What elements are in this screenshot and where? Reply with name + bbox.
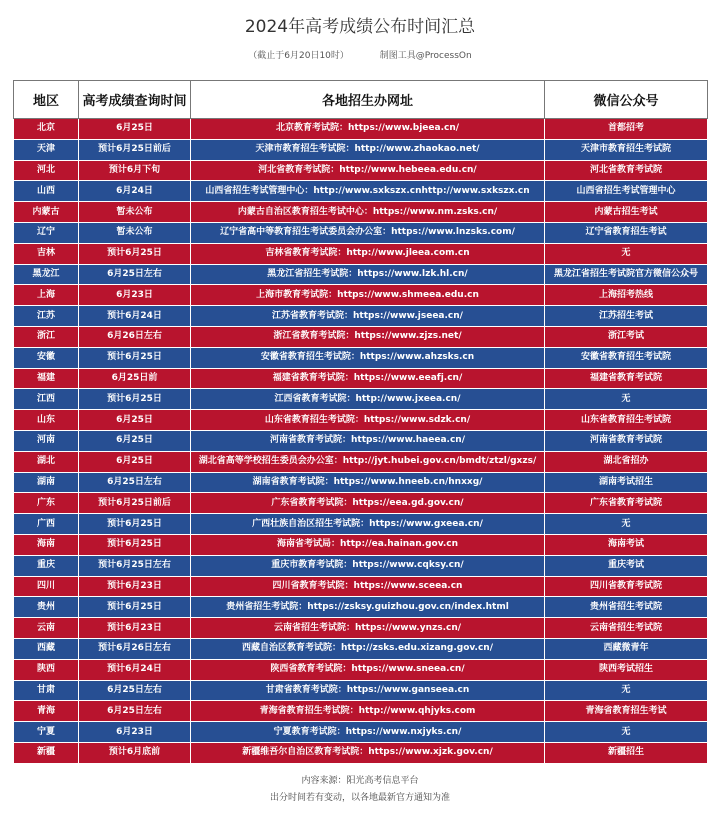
cell-region: 江苏 [14, 306, 79, 327]
table-row [14, 222, 708, 243]
cell-wechat: 河北省教育考试院 [545, 160, 708, 181]
cell-region: 青海 [14, 701, 79, 722]
cell-site: 四川省教育考试院：https://www.sceea.cn [191, 576, 545, 597]
table-row [14, 181, 708, 202]
cell-time: 预计6月25日左右 [79, 555, 191, 576]
cell-wechat: 云南省招生考试院 [545, 618, 708, 639]
table-row [14, 451, 708, 472]
cell-region: 河北 [14, 160, 79, 181]
cell-site: 青海省教育招生考试院：http://www.qhjyks.com [191, 701, 545, 722]
cell-region: 宁夏 [14, 722, 79, 743]
cell-region: 湖北 [14, 451, 79, 472]
tool-credit: 制图工具@ProcessOn [379, 51, 472, 61]
header-time: 高考成绩查询时间 [79, 81, 191, 119]
meta-line [0, 48, 720, 61]
cell-time: 6月25日 [79, 430, 191, 451]
cell-site: 海南省考试局：http://ea.hainan.gov.cn [191, 534, 545, 555]
cell-wechat: 河南省教育考试院 [545, 430, 708, 451]
cell-wechat: 广东省教育考试院 [545, 493, 708, 514]
cell-wechat: 江苏招生考试 [545, 306, 708, 327]
table-row [14, 306, 708, 327]
cell-region: 吉林 [14, 243, 79, 264]
table-row [14, 742, 708, 763]
cell-region: 内蒙古 [14, 202, 79, 223]
cell-region: 贵州 [14, 597, 79, 618]
header-site: 各地招生办网址 [191, 81, 545, 119]
header-region: 地区 [14, 81, 79, 119]
table-row [14, 472, 708, 493]
cell-time: 6月25日左右 [79, 264, 191, 285]
cell-site: 浙江省教育考试院：https://www.zjzs.net/ [191, 326, 545, 347]
cell-region: 上海 [14, 285, 79, 306]
cell-time: 预计6月25日 [79, 243, 191, 264]
cell-region: 山东 [14, 410, 79, 431]
source-note: 内容来源：阳光高考信息平台 [301, 776, 419, 786]
cell-time: 暂未公布 [79, 222, 191, 243]
cell-region: 浙江 [14, 326, 79, 347]
table-row [14, 347, 708, 368]
cell-region: 重庆 [14, 555, 79, 576]
table-row [14, 410, 708, 431]
table-row [14, 160, 708, 181]
cell-time: 6月25日 [79, 451, 191, 472]
cell-region: 云南 [14, 618, 79, 639]
cell-time: 预计6月25日 [79, 597, 191, 618]
cell-time: 暂未公布 [79, 202, 191, 223]
cell-site: 内蒙古自治区教育招生考试中心：https://www.nm.zsks.cn/ [191, 202, 545, 223]
table-row [14, 597, 708, 618]
cell-wechat: 无 [545, 680, 708, 701]
table-header-row [14, 81, 708, 119]
table-row [14, 493, 708, 514]
table-row [14, 534, 708, 555]
cell-time: 6月26日左右 [79, 326, 191, 347]
cell-site: 山西省招生考试管理中心：http://www.sxkszx.cnhttp://www.sxkszx.cn [191, 181, 545, 202]
cell-site: 湖南省教育考试院：https://www.hneeb.cn/hnxxg/ [191, 472, 545, 493]
cell-site: 上海市教育考试院：https://www.shmeea.edu.cn [191, 285, 545, 306]
table-row [14, 389, 708, 410]
cell-site: 甘肃省教育考试院：https://www.ganseea.cn [191, 680, 545, 701]
cell-region: 江西 [14, 389, 79, 410]
cell-wechat: 新疆招生 [545, 742, 708, 763]
cell-region: 广东 [14, 493, 79, 514]
cell-time: 预计6月25日前后 [79, 139, 191, 160]
cell-wechat: 陕西考试招生 [545, 659, 708, 680]
cell-region: 西藏 [14, 638, 79, 659]
cell-site: 云南省招生考试院：https://www.ynzs.cn/ [191, 618, 545, 639]
cell-time: 预计6月24日 [79, 659, 191, 680]
cell-wechat: 内蒙古招生考试 [545, 202, 708, 223]
cell-site: 黑龙江省招生考试院：https://www.lzk.hl.cn/ [191, 264, 545, 285]
cell-time: 预计6月下旬 [79, 160, 191, 181]
cell-time: 预计6月25日 [79, 534, 191, 555]
cell-site: 江苏省教育考试院：https://www.jseea.cn/ [191, 306, 545, 327]
cell-wechat: 无 [545, 389, 708, 410]
cell-site: 河南省教育考试院：https://www.haeea.cn/ [191, 430, 545, 451]
cell-region: 安徽 [14, 347, 79, 368]
cutoff-note: （截止于6月20日10时） [248, 51, 349, 61]
cell-wechat: 贵州省招生考试院 [545, 597, 708, 618]
cell-region: 山西 [14, 181, 79, 202]
cell-wechat: 首都招考 [545, 119, 708, 140]
table-row [14, 555, 708, 576]
page-title: 2024年高考成绩公布时间汇总 [244, 17, 476, 37]
cell-site: 广东省教育考试院：https://eea.gd.gov.cn/ [191, 493, 545, 514]
cell-site: 陕西省教育考试院：https://www.sneea.cn/ [191, 659, 545, 680]
table-row [14, 659, 708, 680]
cell-wechat: 浙江考试 [545, 326, 708, 347]
cell-region: 广西 [14, 514, 79, 535]
cell-time: 预计6月25日 [79, 514, 191, 535]
table-row [14, 722, 708, 743]
cell-wechat: 青海省教育招生考试 [545, 701, 708, 722]
cell-time: 预计6月25日前后 [79, 493, 191, 514]
cell-time: 6月25日 [79, 119, 191, 140]
cell-site: 北京教育考试院：https://www.bjeea.cn/ [191, 119, 545, 140]
table-row [14, 264, 708, 285]
cell-time: 预计6月23日 [79, 576, 191, 597]
table-body [14, 119, 708, 764]
cell-wechat: 无 [545, 514, 708, 535]
cell-site: 西藏自治区教育考试院：http://zsks.edu.xizang.gov.cn/ [191, 638, 545, 659]
cell-region: 黑龙江 [14, 264, 79, 285]
cell-time: 预计6月25日 [79, 347, 191, 368]
table-row [14, 430, 708, 451]
table-row [14, 202, 708, 223]
cell-region: 四川 [14, 576, 79, 597]
cell-wechat: 重庆考试 [545, 555, 708, 576]
table-row [14, 119, 708, 140]
cell-site: 贵州省招生考试院：https://zsksy.guizhou.gov.cn/index.html [191, 597, 545, 618]
cell-region: 陕西 [14, 659, 79, 680]
cell-time: 6月25日 [79, 410, 191, 431]
cell-region: 海南 [14, 534, 79, 555]
table-row [14, 368, 708, 389]
table-row [14, 680, 708, 701]
cell-region: 湖南 [14, 472, 79, 493]
table-row [14, 701, 708, 722]
cell-time: 6月25日左右 [79, 472, 191, 493]
cell-site: 江西省教育考试院：http://www.jxeea.cn/ [191, 389, 545, 410]
cell-wechat: 山东省教育招生考试院 [545, 410, 708, 431]
cell-wechat: 无 [545, 722, 708, 743]
cell-site: 宁夏教育考试院：https://www.nxjyks.cn/ [191, 722, 545, 743]
cell-wechat: 海南考试 [545, 534, 708, 555]
cell-wechat: 湖北省招办 [545, 451, 708, 472]
table-row [14, 638, 708, 659]
cell-wechat: 西藏微青年 [545, 638, 708, 659]
cell-region: 甘肃 [14, 680, 79, 701]
cell-site: 湖北省高等学校招生委员会办公室：http://jyt.hubei.gov.cn/bmdt/ztzl/gxzs/ [191, 451, 545, 472]
cell-wechat: 无 [545, 243, 708, 264]
cell-wechat: 辽宁省教育招生考试 [545, 222, 708, 243]
cell-region: 北京 [14, 119, 79, 140]
cell-region: 天津 [14, 139, 79, 160]
cell-site: 广西壮族自治区招生考试院：https://www.gxeea.cn/ [191, 514, 545, 535]
cell-wechat: 湖南考试招生 [545, 472, 708, 493]
cell-wechat: 安徽省教育招生考试院 [545, 347, 708, 368]
cell-region: 福建 [14, 368, 79, 389]
table-row [14, 576, 708, 597]
cell-time: 6月25日左右 [79, 701, 191, 722]
cell-time: 预计6月23日 [79, 618, 191, 639]
cell-time: 6月25日左右 [79, 680, 191, 701]
cell-region: 新疆 [14, 742, 79, 763]
cell-time: 预计6月24日 [79, 306, 191, 327]
cell-region: 辽宁 [14, 222, 79, 243]
table-row [14, 243, 708, 264]
cell-region: 河南 [14, 430, 79, 451]
cell-wechat: 四川省教育考试院 [545, 576, 708, 597]
cell-site: 辽宁省高中等教育招生考试委员会办公室：https://www.lnzsks.com/ [191, 222, 545, 243]
cell-wechat: 山西省招生考试管理中心 [545, 181, 708, 202]
table-row [14, 139, 708, 160]
table-row [14, 618, 708, 639]
cell-wechat: 黑龙江省招生考试院官方微信公众号 [545, 264, 708, 285]
cell-site: 天津市教育招生考试院：http://www.zhaokao.net/ [191, 139, 545, 160]
cell-site: 河北省教育考试院：http://www.hebeea.edu.cn/ [191, 160, 545, 181]
footer [0, 773, 720, 807]
cell-wechat: 福建省教育考试院 [545, 368, 708, 389]
cell-time: 6月24日 [79, 181, 191, 202]
cell-site: 新疆维吾尔自治区教育考试院：https://www.xjzk.gov.cn/ [191, 742, 545, 763]
table-row [14, 285, 708, 306]
header-wechat: 微信公众号 [545, 81, 708, 119]
cell-time: 6月23日 [79, 722, 191, 743]
cell-site: 安徽省教育招生考试院：https://www.ahzsks.cn [191, 347, 545, 368]
cell-time: 6月23日 [79, 285, 191, 306]
cell-site: 山东省教育招生考试院：https://www.sdzk.cn/ [191, 410, 545, 431]
cell-wechat: 天津市教育招生考试院 [545, 139, 708, 160]
cell-time: 预计6月底前 [79, 742, 191, 763]
table-row [14, 326, 708, 347]
cell-time: 预计6月25日 [79, 389, 191, 410]
schedule-table-container [13, 80, 707, 764]
schedule-table [13, 80, 708, 764]
table-row [14, 514, 708, 535]
cell-site: 重庆市教育考试院：https://www.cqksy.cn/ [191, 555, 545, 576]
disclaimer-note: 出分时间若有变动，以各地最新官方通知为准 [269, 793, 450, 803]
cell-time: 6月25日前 [79, 368, 191, 389]
cell-site: 吉林省教育考试院：http://www.jleea.com.cn [191, 243, 545, 264]
cell-time: 预计6月26日左右 [79, 638, 191, 659]
cell-wechat: 上海招考热线 [545, 285, 708, 306]
cell-site: 福建省教育考试院：https://www.eeafj.cn/ [191, 368, 545, 389]
